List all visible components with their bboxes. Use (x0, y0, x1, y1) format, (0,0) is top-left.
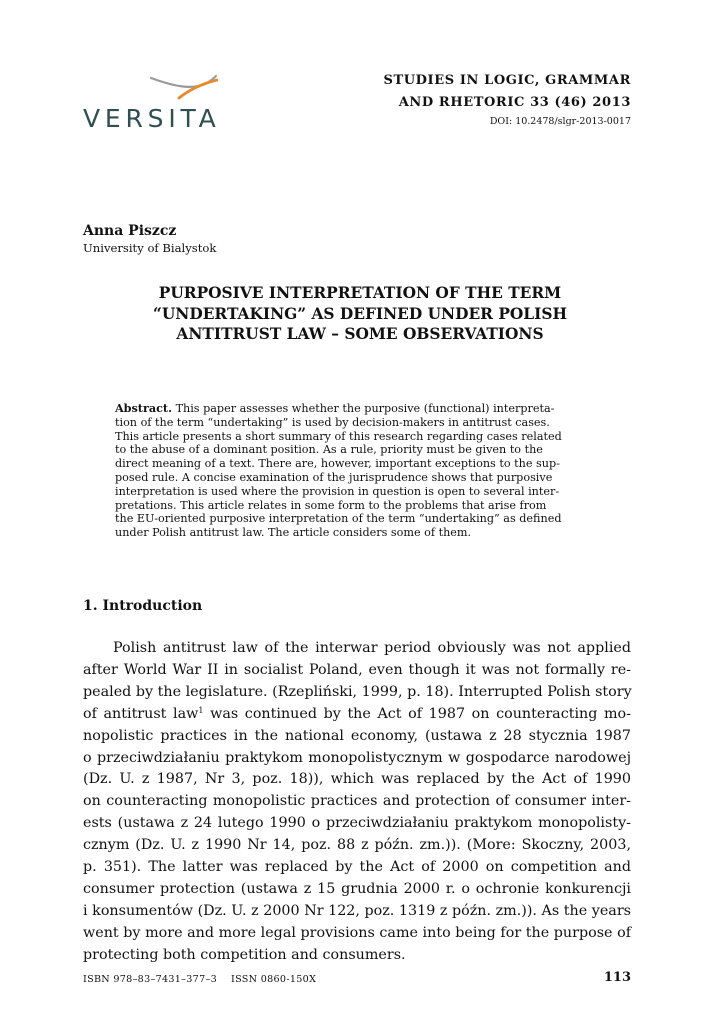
footnote-marker[interactable]: 1 (198, 705, 204, 715)
title-line: PURPOSIVE INTERPRETATION OF THE TERM (158, 284, 562, 302)
doi: DOI: 10.2478/slgr-2013-0017 (489, 116, 631, 127)
isbn: ISBN 978–83–7431–377–3 (83, 974, 217, 985)
body-line: cznym (Dz. U. z 1990 Nr 14, poz. 88 z późn. zm.)). (More: Skoczny, 2003, (83, 837, 631, 854)
page-number: 113 (603, 970, 631, 985)
body-line: after World War II in socialist Poland, even though it was not formally re- (83, 661, 631, 678)
body-text-fragment: of antitrust law (83, 705, 199, 722)
paper-title (100, 283, 620, 345)
author-name: Anna Piszcz (83, 223, 177, 239)
abstract-line: direct meaning of a text. There are, however, important exceptions to the sup- (115, 457, 560, 471)
journal-header (383, 70, 631, 127)
abstract-line: This article presents a short summary of this research regarding cases related (115, 429, 562, 443)
abstract-line: tion of the term “undertaking” is used by decision-makers in antitrust cases. (115, 415, 550, 429)
abstract-line: posed rule. A concise examination of the jurisprudence shows that purposive (115, 470, 553, 484)
abstract-line: to the abuse of a dominant position. As a rule, priority must be given to the (115, 443, 543, 457)
author-block (83, 222, 216, 256)
body-line: p. 351). The latter was replaced by the Act of 2000 on competition and (83, 859, 631, 876)
body-text-fragment: was continued by the Act of 1987 on counteracting mo- (203, 705, 631, 722)
journal-title-line-1: STUDIES IN LOGIC, GRAMMAR (383, 73, 631, 88)
abstract-label: Abstract. (115, 401, 172, 415)
body-text (83, 638, 631, 967)
journal-title-line-2: AND RHETORIC 33 (46) 2013 (398, 95, 631, 110)
abstract-line: interpretation is used where the provision in question is open to several inter- (115, 484, 560, 498)
body-line: ests (ustawa z 24 lutego 1990 o przeciwdziałaniu praktykom monopolisty- (83, 815, 631, 832)
body-line: i konsumentów (Dz. U. z 2000 Nr 122, poz. 1319 z późn. zm.)). As the years (83, 902, 631, 919)
body-line: o przeciwdziałaniu praktykom monopolistycznym w gospodarce narodowej (83, 749, 631, 766)
author-affiliation: University of Bialystok (83, 241, 217, 255)
body-line: nopolistic practices in the national economy, (ustawa z 28 stycznia 1987 (83, 727, 631, 744)
abstract-line: pretations. This article relates in some form to the problems that arise from (115, 498, 547, 512)
section-heading: 1. Introduction (83, 598, 203, 614)
footer-identifiers (83, 974, 316, 985)
abstract-text: This paper assesses whether the purposive (functional) interpreta- (175, 402, 555, 415)
logo-text: VERSITA (83, 104, 221, 133)
body-line: went by more and more legal provisions came into being for the purpose of (83, 924, 631, 941)
title-line: “UNDERTAKING” AS DEFINED UNDER POLISH (153, 304, 567, 323)
abstract (115, 402, 606, 540)
abstract-line: under Polish antitrust law. The article considers some of them. (115, 526, 472, 540)
body-line: pealed by the legislature. (Rzepliński, 1999, p. 18). Interrupted Polish story (83, 683, 632, 700)
body-line: on counteracting monopolistic practices and protection of consumer inter- (83, 793, 631, 810)
abstract-line (115, 402, 606, 416)
publisher-logo (83, 70, 221, 134)
body-line: protecting both competition and consumers. (83, 946, 406, 963)
abstract-line: the EU-oriented purposive interpretation of the term “undertaking” as defined (115, 512, 562, 526)
title-line: ANTITRUST LAW – SOME OBSERVATIONS (176, 325, 544, 343)
body-line: Polish antitrust law of the interwar period obviously was not applied (113, 640, 631, 656)
body-line: (Dz. U. z 1987, Nr 3, poz. 18)), which was replaced by the Act of 1990 (83, 771, 631, 788)
body-line (83, 704, 631, 726)
body-line: consumer protection (ustawa z 15 grudnia 2000 r. o ochronie konkurencji (83, 880, 631, 897)
issn: ISSN 0860-150X (231, 974, 317, 985)
